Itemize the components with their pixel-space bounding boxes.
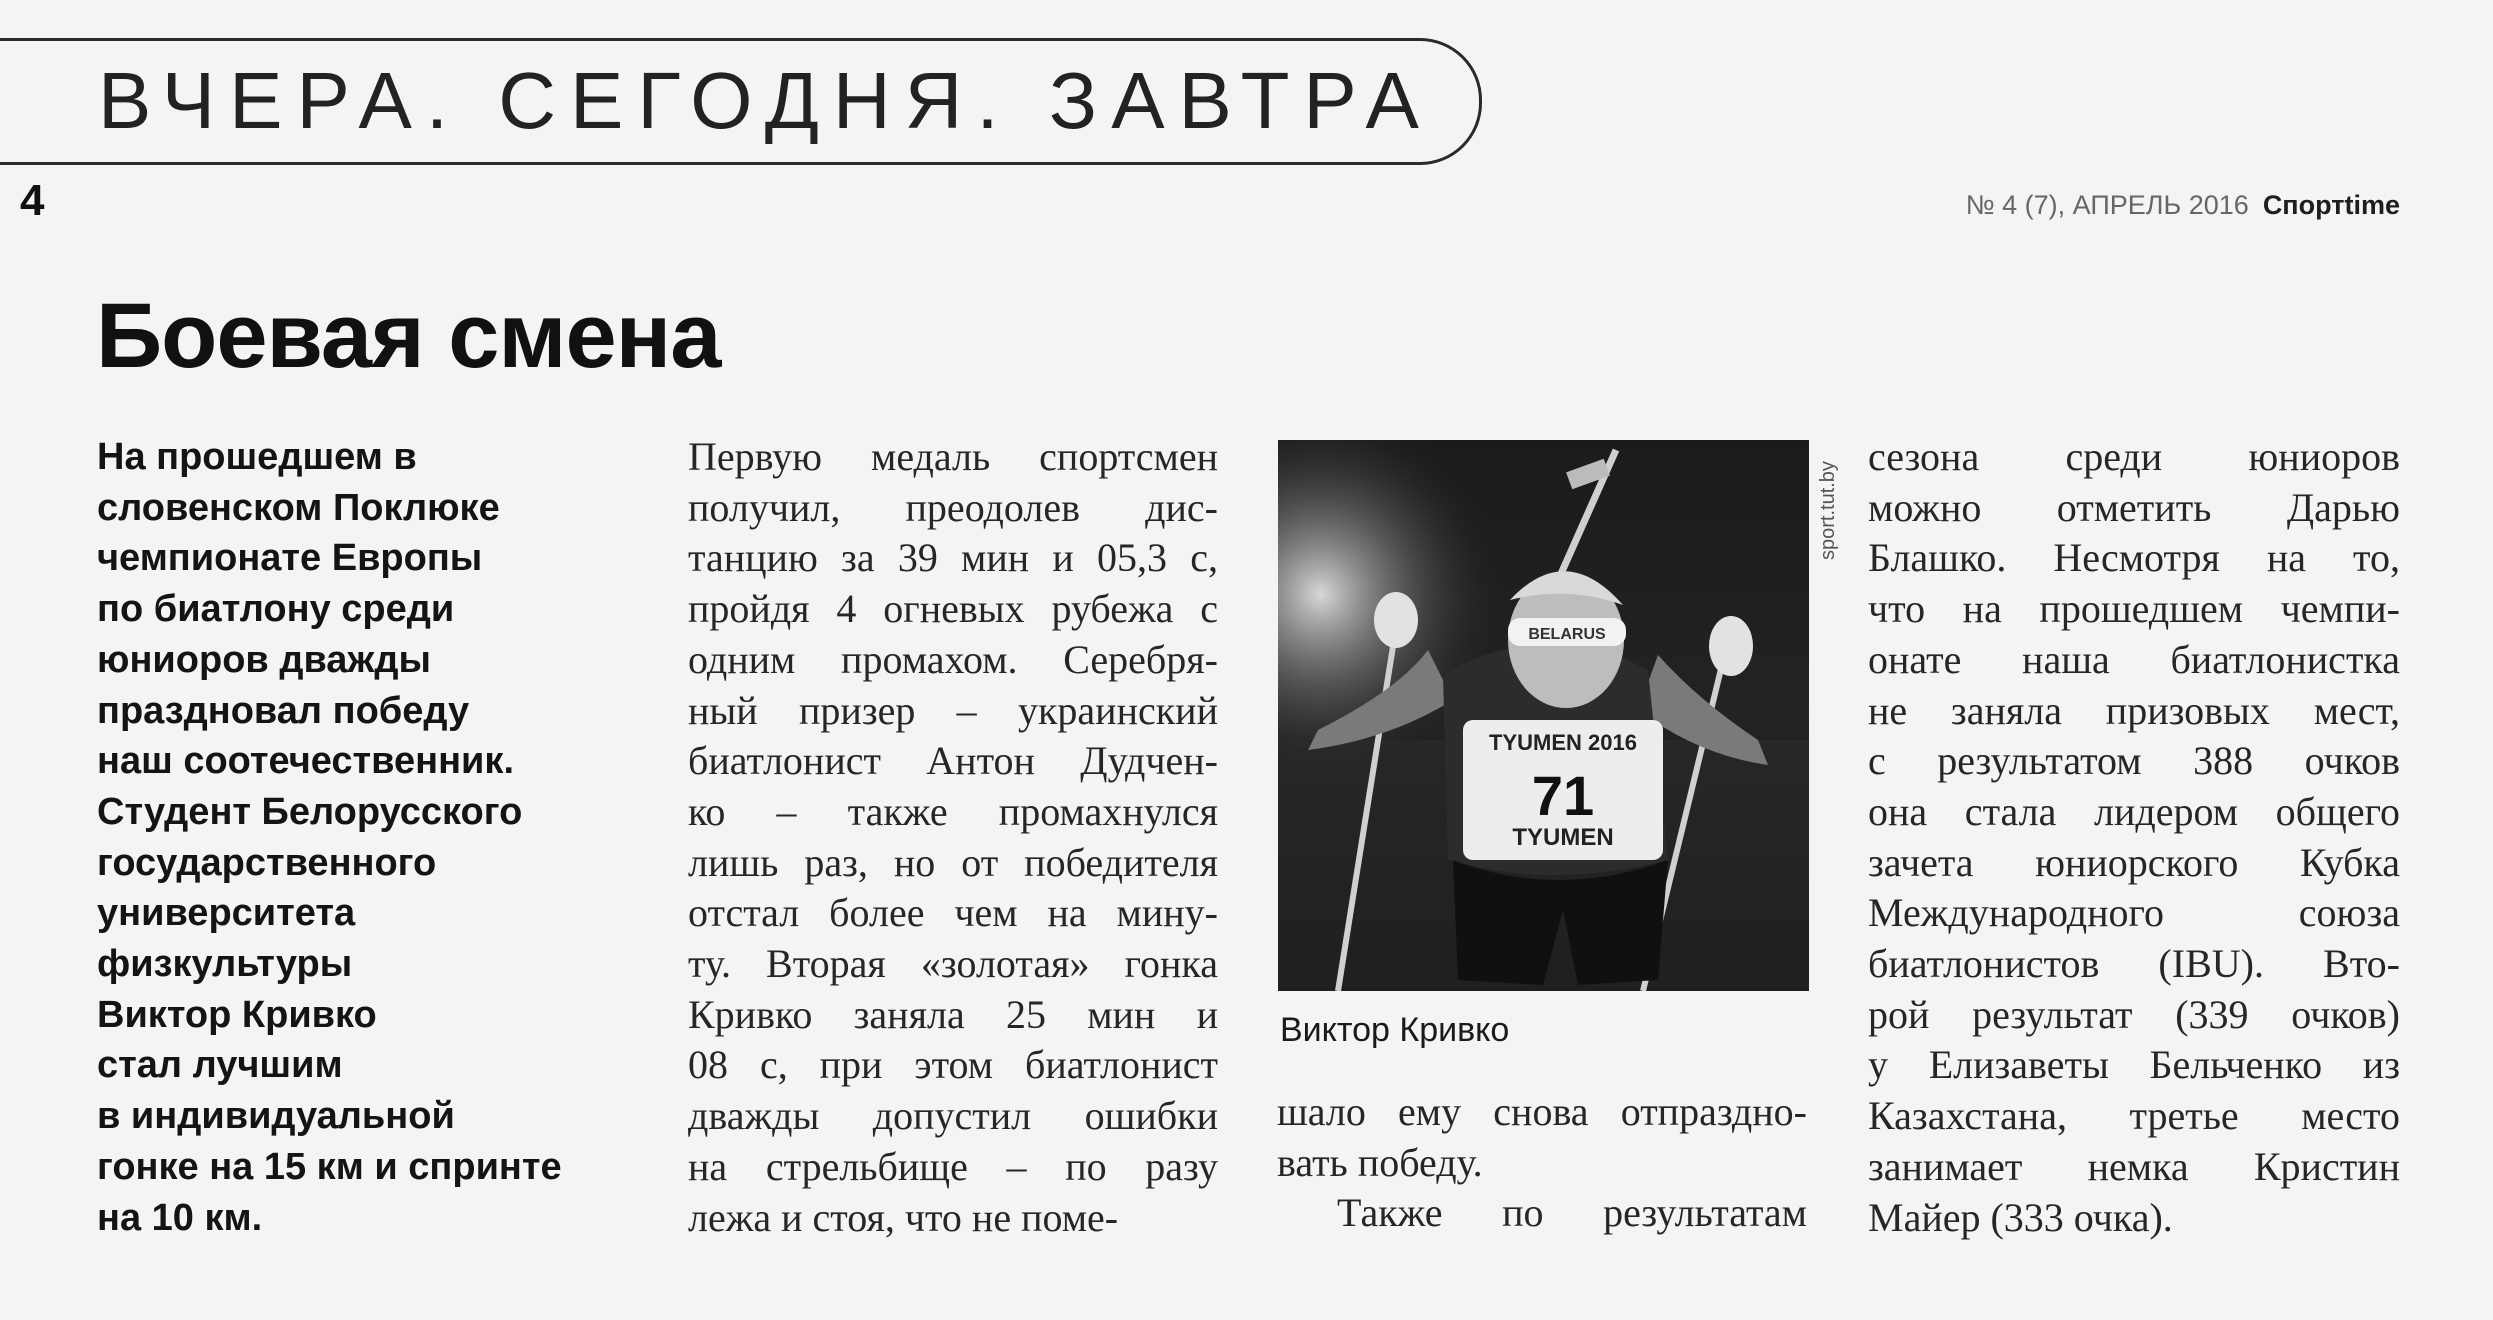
text-line: рой результат (339 очков) <box>1868 991 2400 1037</box>
article-column-1 <box>688 432 1218 1243</box>
text-line: отстал более чем на мину- <box>688 890 1218 936</box>
text-line: Также по результатам <box>1337 1190 1807 1236</box>
text-line: по биатлону среди <box>97 588 455 631</box>
text-line: можно отметить Дарью <box>1868 484 2400 530</box>
text-line: пройдя 4 огневых рубежа с <box>688 586 1218 632</box>
text-line: словенском Поклюке <box>97 486 500 529</box>
text-line: зачета юниорского Кубка <box>1868 839 2400 885</box>
text-line: занимает немка Кристин <box>1868 1143 2400 1189</box>
bib-city-text: TYUMEN <box>1512 824 1614 851</box>
text-line: Казахстана, третье место <box>1868 1093 2400 1139</box>
headband-text: BELARUS <box>1528 626 1606 643</box>
article-headline: Боевая смена <box>96 285 721 387</box>
bib-number-text: 71 <box>1531 764 1595 827</box>
text-line: Виктор Кривко <box>97 993 377 1036</box>
text-line: дважды допустил ошибки <box>688 1093 1218 1139</box>
athlete-photo <box>1278 440 1809 991</box>
text-line: в индивидуальной <box>97 1095 455 1138</box>
article-lead <box>97 432 657 1243</box>
bib-event-text: TYUMEN 2016 <box>1489 730 1637 755</box>
photo-credit: sport.tut.by <box>1817 461 1839 560</box>
text-line: стал лучшим <box>97 1044 343 1087</box>
text-line: государственного <box>97 841 437 884</box>
text-line: она стала лидером общего <box>1868 788 2400 834</box>
text-line: ту. Вторая «золотая» гонка <box>688 941 1218 987</box>
text-line: праздновал победу <box>97 689 470 732</box>
text-line: чемпионате Европы <box>97 537 483 580</box>
section-title: ВЧЕРА. СЕГОДНЯ. ЗАВТРА <box>98 56 1433 145</box>
article-column-3 <box>1868 432 2400 1243</box>
text-line: онате наша биатлонистка <box>1868 636 2400 682</box>
issue-info <box>1966 190 2400 221</box>
text-line: Международного союза <box>1868 890 2400 936</box>
text-line: не заняла призовых мест, <box>1868 687 2400 733</box>
text-line: На прошедшем в <box>97 436 417 478</box>
text-line: ко – также промахнулся <box>688 788 1218 834</box>
issue-number: № 4 (7), АПРЕЛЬ 2016 <box>1965 190 2249 220</box>
text-line: танцию за 39 мин и 05,3 с, <box>688 535 1218 581</box>
page-number: 4 <box>20 176 45 225</box>
text-line: 08 с, при этом биатлонист <box>688 1042 1218 1088</box>
text-line: с результатом 388 очков <box>1868 738 2400 784</box>
text-line: что на прошедшем чемпи- <box>1868 586 2400 632</box>
text-line: Студент Белорусского <box>97 790 523 833</box>
text-line: у Елизаветы Бельченко из <box>1868 1042 2400 1088</box>
text-line: университета <box>97 892 356 935</box>
text-line: юниоров дважды <box>97 638 431 681</box>
magazine-brand: Спортtime <box>2262 190 2400 220</box>
text-line: Майер (333 очка). <box>1868 1194 2173 1240</box>
text-line: шало ему снова отпраздно- <box>1277 1089 1807 1134</box>
text-line: гонке на 15 км и спринте <box>97 1145 562 1188</box>
text-line: лишь раз, но от победителя <box>688 839 1218 885</box>
text-line: ный призер – украинский <box>688 687 1218 733</box>
text-line: лежа и стоя, что не поме- <box>688 1194 1119 1240</box>
text-line: биатлонистов (IBU). Вто- <box>1868 941 2400 987</box>
text-line: Кривко заняла 25 мин и <box>688 991 1218 1037</box>
text-line: биатлонист Антон Дудчен- <box>688 738 1218 784</box>
article-column-2 <box>1277 1087 1807 1239</box>
text-line: получил, преодолев дис- <box>688 484 1218 530</box>
text-line: одним промахом. Серебря- <box>688 636 1218 682</box>
text-line: вать победу. <box>1277 1139 1483 1185</box>
text-line: на стрельбище – по разу <box>688 1143 1218 1189</box>
text-line: наш соотечественник. <box>97 740 514 783</box>
text-line: Первую медаль спортсмен <box>688 434 1218 479</box>
text-line: физкультуры <box>97 943 353 986</box>
photo-caption: Виктор Кривко <box>1280 1011 1510 1049</box>
text-line: сезона среди юниоров <box>1868 434 2400 479</box>
text-line: Блашко. Несмотря на то, <box>1868 535 2400 581</box>
text-line: на 10 км. <box>97 1196 263 1239</box>
biathlete-illustration <box>1278 440 1809 991</box>
